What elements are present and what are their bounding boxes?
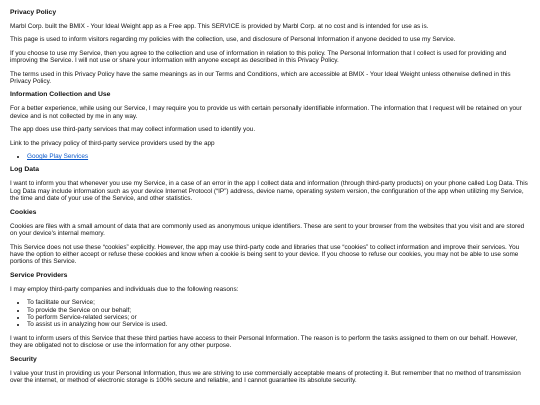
intro-paragraph: The terms used in this Privacy Policy have the same meanings as in our Terms and Conditions, which are accessible at BMIX - Your Ideal Weight unless otherwise defined in this Privacy Policy. <box>10 70 511 86</box>
list-item: • To facilitate our Service; <box>27 299 528 306</box>
section-paragraph: I may employ third-party companies and individuals due to the following reasons: <box>10 285 239 293</box>
section-paragraph: This Service does not use these “cookies” explicitly. However, the app may use third-party code and libraries that use “cookies” to collect information and improve their services. You have the option to either accept or refuse these cookies and know when a cookie is being sent to your device. If you choose to refuse our cookies, you may not be able to use some portions of this Service. <box>10 243 520 266</box>
list-item: • To provide the Service on our behalf; <box>27 307 528 314</box>
section-paragraph: I value your trust in providing us your Personal Information, thus we are striving to use commercially acceptable means of protecting it. But remember that no method of transmission over the internet, or method of electronic storage is 100% secure and reliable, and I cannot guarantee its absolute security. <box>10 369 521 384</box>
google-play-services-link[interactable]: Google Play Services <box>27 153 89 161</box>
section-heading-log-data: Log Data <box>10 166 40 174</box>
section-heading-information-collection: Information Collection and Use <box>10 91 111 99</box>
intro-paragraph: Marbl Corp. built the BMIX - Your Ideal Weight app as a Free app. This SERVICE is provided by Marbl Corp. at no cost and is intended for use as is. <box>10 23 429 30</box>
section-heading-security: Security <box>10 355 37 363</box>
section-paragraph: Cookies are files with a small amount of data that are commonly used as anonymous unique identifiers. These are sent to your browser from the websites that you visit and are stored on your device's internal memory. <box>10 222 525 238</box>
section-paragraph: I want to inform users of this Service that these third parties have access to their Personal Information. The reason is to perform the tasks assigned to them on our behalf. However, they are obligated not to disclose or use the information for any other purpose. <box>10 334 518 350</box>
section-heading-service-providers: Service Providers <box>10 271 68 279</box>
list-item <box>27 153 528 160</box>
intro-paragraph: This page is used to inform visitors regarding my policies with the collection, use, and disclosure of Personal Information if anyone decided to use my Service. <box>10 36 456 44</box>
section-paragraph: For a better experience, while using our Service, I may require you to provide us with certain personally identifiable information. The information that I request will be retained on your device and is not collected by me in any way. <box>10 105 522 120</box>
list-item: • To assist us in analyzing how our Service is used. <box>27 321 528 328</box>
service-provider-reasons-list <box>10 299 528 329</box>
page-title: Privacy Policy <box>10 9 57 16</box>
intro-paragraph: If you choose to use my Service, then you agree to the collection and use of information in relation to this policy. The Personal Information that I collect is used for providing and improving the Service. I will not use or share your information with anyone except as described in this Privacy Policy. <box>10 49 507 65</box>
section-heading-cookies: Cookies <box>10 208 37 216</box>
section-paragraph: I want to inform you that whenever you use my Service, in a case of an error in the app I collect data and information (through third-party products) on your phone called Log Data. This Log Data may include information such as your device Internet Protocol (“IP”) address, device name, operating system version, the configuration of the app when utilizing my Service, the time and date of your use of the Service, and other statistics. <box>10 180 528 203</box>
section-paragraph: The app does use third-party services that may collect information used to identify you. <box>10 126 256 134</box>
section-paragraph: Link to the privacy policy of third-party service providers used by the app <box>10 139 215 147</box>
list-item: • To perform Service-related services; or <box>27 314 528 321</box>
third-party-links-list <box>10 153 528 160</box>
